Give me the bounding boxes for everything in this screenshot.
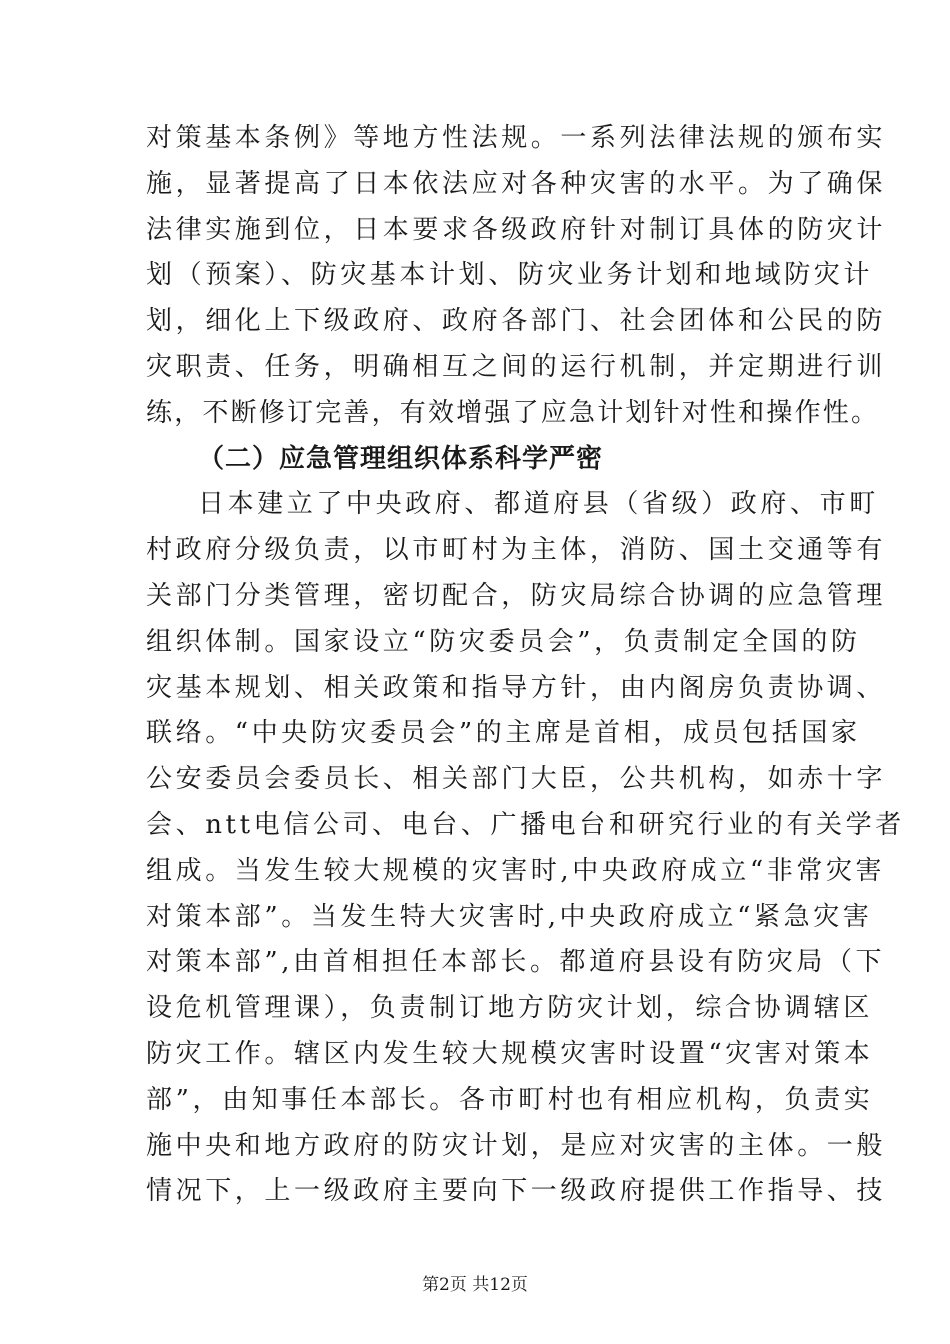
text-line: 灾职责、任务，明确相互之间的运行机制，并定期进行训 bbox=[146, 351, 887, 382]
section-heading: （二）应急管理组织体系科学严密 bbox=[198, 443, 604, 474]
text-line: 对策本部”。当发生特大灾害时,中央政府成立“紧急灾害 bbox=[146, 901, 873, 932]
text-line: 练，不断修订完善，有效增强了应急计划针对性和操作性。 bbox=[146, 397, 880, 428]
paragraph-laws bbox=[146, 116, 887, 437]
document-body bbox=[146, 116, 905, 1215]
text-line: 公安委员会委员长、相关部门大臣，公共机构，如赤十字 bbox=[146, 764, 887, 795]
text-line: 关部门分类管理，密切配合，防灾局综合协调的应急管理 bbox=[146, 580, 887, 611]
text-line: 设危机管理课），负责制订地方防灾计划，综合协调辖区 bbox=[146, 993, 874, 1024]
text-line: 组织体制。国家设立“防灾委员会”，负责制定全国的防 bbox=[146, 626, 861, 657]
text-line: 联络。“中央防灾委员会”的主席是首相，成员包括国家 bbox=[146, 718, 861, 749]
text-line: 对策基本条例》等地方性法规。一系列法律法规的颁布实 bbox=[146, 123, 887, 153]
text-line: 划，细化上下级政府、政府各部门、社会团体和公民的防 bbox=[146, 306, 887, 337]
text-line: 划（预案）、防灾基本计划、防灾业务计划和地域防灾计 bbox=[146, 260, 874, 291]
text-line: 施中央和地方政府的防灾计划，是应对灾害的主体。一般 bbox=[146, 1130, 887, 1161]
text-line: 组成。当发生较大规模的灾害时,中央政府成立“非常灾害 bbox=[146, 855, 886, 886]
text-line: 情况下，上一级政府主要向下一级政府提供工作指导、技 bbox=[146, 1176, 887, 1207]
text-line: 日本建立了中央政府、都道府县（省级）政府、市町 bbox=[198, 489, 879, 520]
page-number-footer: 第2页 共12页 bbox=[422, 1275, 528, 1295]
text-line: 施，显著提高了日本依法应对各种灾害的水平。为了确保 bbox=[146, 168, 887, 199]
text-line: 防灾工作。辖区内发生较大规模灾害时设置“灾害对策本 bbox=[146, 1038, 874, 1069]
text-line: 村政府分级负责，以市町村为主体，消防、国土交通等有 bbox=[146, 535, 887, 566]
paragraph-organization bbox=[146, 482, 905, 1215]
text-line: 部”，由知事任本部长。各市町村也有相应机构，负责实 bbox=[146, 1084, 874, 1115]
text-line: 法律实施到位，日本要求各级政府针对制订具体的防灾计 bbox=[146, 214, 887, 245]
text-line: 对策本部”,由首相担任本部长。都道府县设有防灾局（下 bbox=[146, 947, 886, 978]
text-line: 灾基本规划、相关政策和指导方针，由内阁房负责协调、 bbox=[146, 672, 887, 703]
text-line: 会、ntt电信公司、电台、广播电台和研究行业的有关学者 bbox=[146, 809, 905, 840]
